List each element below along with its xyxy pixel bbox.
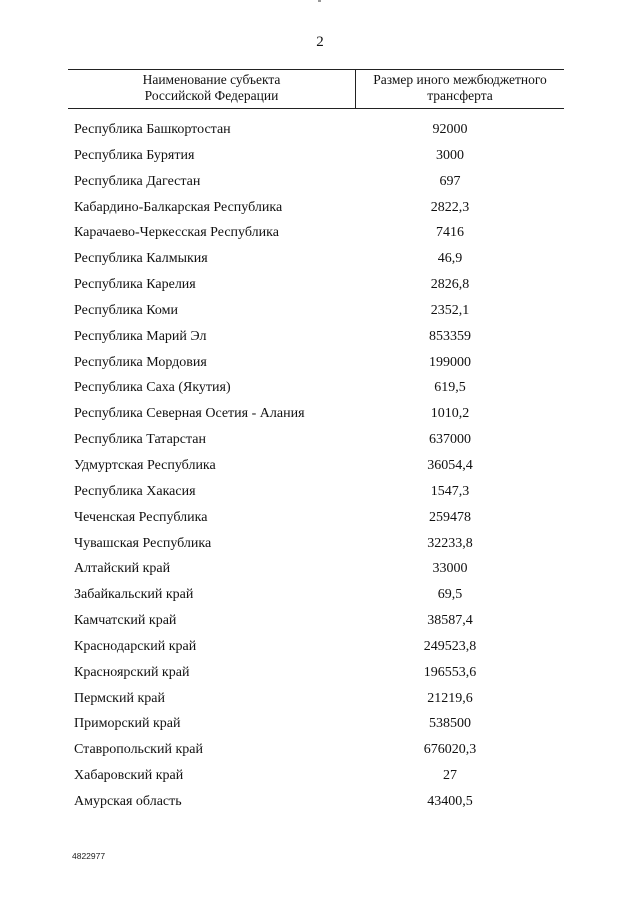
region-name: Красноярский край (74, 664, 190, 680)
transfer-amount: 43400,5 (427, 793, 473, 809)
region-name: Удмуртская Республика (74, 457, 216, 473)
column-header-name-line2: Российской Федерации (144, 88, 279, 103)
transfer-amount: 1547,3 (430, 483, 470, 499)
transfer-amount: 2352,1 (430, 302, 470, 318)
table-row (0, 713, 640, 739)
transfer-amount: 36054,4 (427, 457, 473, 473)
region-name: Республика Татарстан (74, 432, 207, 448)
table-row (0, 610, 640, 636)
transfer-amount: 27 (443, 768, 457, 784)
table-row (0, 584, 640, 610)
table-row (0, 455, 640, 481)
table-row (0, 274, 640, 300)
table-row (0, 145, 640, 171)
region-name: Пермский край (74, 690, 165, 706)
table-row (0, 171, 640, 197)
transfer-amount: 38587,4 (427, 613, 473, 629)
table-row (0, 352, 640, 378)
region-name: Приморский край (74, 716, 181, 732)
scan-mark (318, 0, 321, 2)
region-name: Республика Саха (Якутия) (74, 380, 231, 396)
transfer-amount: 619,5 (434, 380, 466, 396)
region-name: Республика Марий Эл (74, 328, 207, 344)
transfer-amount: 538500 (429, 716, 471, 732)
transfer-amount: 7416 (436, 225, 464, 241)
transfer-amount: 33000 (432, 561, 468, 577)
table-row (0, 429, 640, 455)
column-header-value-line2: трансферта (427, 88, 493, 103)
transfer-amount: 196553,6 (423, 664, 477, 680)
region-name: Республика Мордовия (74, 354, 207, 370)
region-name: Чувашская Республика (74, 535, 212, 551)
region-name: Амурская область (74, 793, 182, 809)
transfer-amount: 853359 (429, 328, 471, 344)
table-row (0, 377, 640, 403)
table-row (0, 739, 640, 765)
table-row (0, 300, 640, 326)
transfer-amount: 1010,2 (430, 406, 470, 422)
transfer-amount: 32233,8 (427, 535, 473, 551)
transfer-amount: 2822,3 (430, 199, 470, 215)
column-header-name-line1: Наименование субъекта (142, 72, 281, 87)
transfer-amount: 676020,3 (423, 742, 477, 758)
transfer-amount: 2826,8 (430, 277, 470, 293)
transfer-amount: 637000 (429, 432, 471, 448)
transfer-amount: 199000 (429, 354, 471, 370)
column-header-value-line1: Размер иного межбюджетного (373, 72, 547, 87)
region-name: Республика Калмыкия (74, 251, 208, 267)
region-name: Краснодарский край (74, 638, 197, 654)
column-header-name (68, 72, 355, 104)
region-name: Ставропольский край (74, 742, 203, 758)
transfer-amount: 259478 (429, 509, 471, 525)
table-row (0, 558, 640, 584)
region-name: Республика Дагестан (74, 173, 201, 189)
region-name: Республика Карелия (74, 277, 196, 293)
table-row (0, 507, 640, 533)
table-row (0, 688, 640, 714)
region-name: Карачаево-Черкесская Республика (74, 225, 279, 241)
region-name: Республика Хакасия (74, 483, 196, 499)
transfer-amount: 46,9 (437, 251, 463, 267)
table-row (0, 662, 640, 688)
region-name: Республика Коми (74, 302, 178, 318)
table-row (0, 248, 640, 274)
transfer-amount: 92000 (432, 122, 468, 137)
table-row (0, 197, 640, 223)
region-name: Кабардино-Балкарская Республика (74, 199, 283, 215)
table-row (0, 533, 640, 559)
table-row (0, 765, 640, 791)
page-number: 2 (316, 34, 324, 50)
region-name: Республика Бурятия (74, 147, 195, 163)
transfer-amount: 697 (439, 173, 461, 189)
region-name: Хабаровский край (74, 768, 184, 784)
region-name: Чеченская Республика (74, 509, 208, 525)
table-row (0, 636, 640, 662)
table-row (0, 326, 640, 352)
table-body (0, 119, 640, 817)
table-row (0, 119, 640, 145)
region-name: Камчатский край (74, 613, 177, 629)
table-row (0, 403, 640, 429)
region-name: Республика Северная Осетия - Алания (74, 406, 305, 422)
region-name: Республика Башкортостан (74, 122, 231, 137)
table-row (0, 791, 640, 817)
transfer-amount: 3000 (436, 147, 464, 163)
region-name: Алтайский край (74, 561, 171, 577)
table-header (68, 69, 564, 109)
transfer-amount: 249523,8 (423, 638, 477, 654)
transfer-amount: 69,5 (437, 587, 463, 603)
table-row (0, 222, 640, 248)
table-row (0, 481, 640, 507)
transfer-amount: 21219,6 (427, 690, 473, 706)
column-header-value (356, 72, 564, 104)
region-name: Забайкальский край (74, 587, 194, 603)
document-code: 4822977 (72, 851, 106, 861)
